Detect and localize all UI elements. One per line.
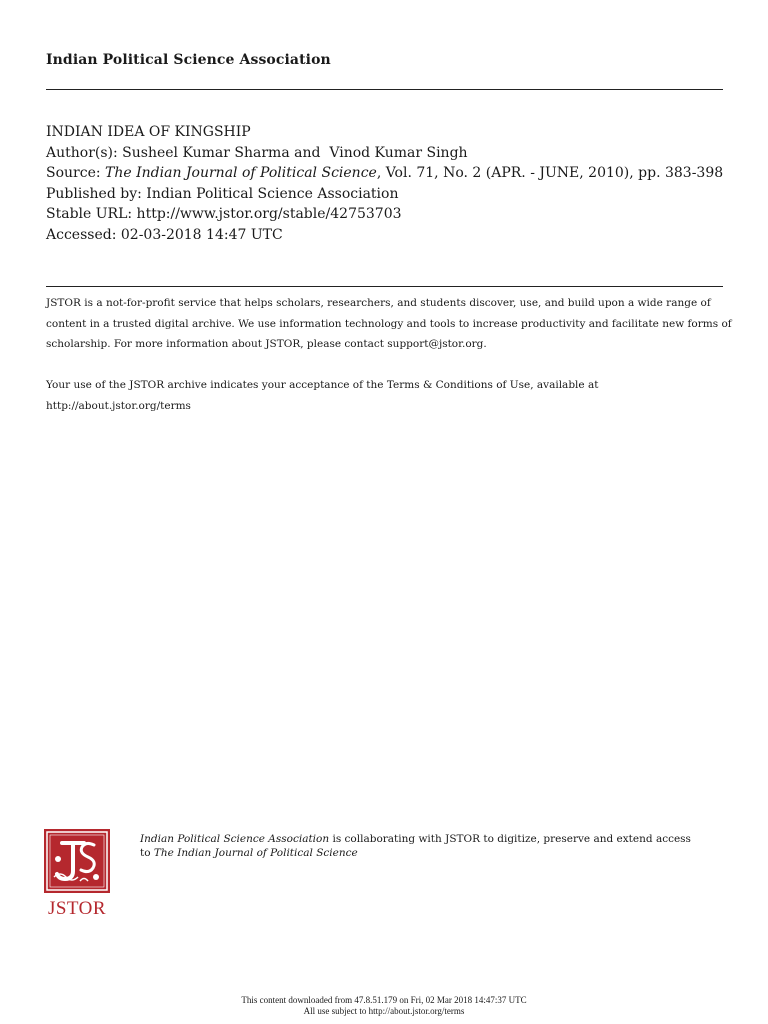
accessed-line	[46, 225, 726, 246]
header-divider	[46, 89, 723, 90]
authors-value: Susheel Kumar Sharma and Vinod Kumar Singh	[122, 144, 468, 161]
terms-text: Your use of the JSTOR archive indicates your acceptance of the Terms & Conditions of Use, available at	[46, 379, 599, 391]
download-footer	[0, 995, 768, 1016]
authors-line	[46, 143, 726, 164]
footer-download-line: This content downloaded from 47.8.51.179 on Fri, 02 Mar 2018 14:47:37 UTC	[241, 995, 527, 1005]
source-label: Source:	[46, 165, 101, 181]
published-by-value: Indian Political Science Association	[146, 185, 399, 202]
published-by-line	[46, 184, 726, 205]
notice-paragraph-1: JSTOR is a not-for-profit service that helps scholars, researchers, and students discover, use, and build upon a wide range of content in a trusted digital archive. We use information technology and tools to increase productivity and facilitate new forms of scholarship. For more information about JSTOR, please contact support@jstor.org.	[46, 297, 732, 350]
article-title: INDIAN IDEA OF KINGSHIP	[46, 124, 251, 140]
accessed-label: Accessed:	[46, 226, 117, 243]
collab-text: is collaborating with JSTOR to digitize, preserve and extend access to	[140, 833, 691, 859]
metadata-divider	[46, 286, 723, 287]
collab-journal: The Indian Journal of Political Science	[153, 846, 358, 859]
source-line	[46, 163, 726, 184]
collab-org: Indian Political Science Association	[140, 833, 330, 845]
authors-label: Author(s):	[46, 144, 118, 161]
stable-url-label: Stable URL:	[46, 206, 133, 222]
source-details: , Vol. 71, No. 2 (APR. - JUNE, 2010), pp. 383-398	[376, 165, 724, 181]
published-by-label: Published by:	[46, 185, 142, 202]
jstor-notice	[46, 293, 736, 416]
jstor-logo-text: JSTOR	[47, 898, 107, 919]
accessed-value: 02-03-2018 14:47 UTC	[120, 226, 283, 243]
stable-url-link[interactable]: http://www.jstor.org/stable/42753703	[136, 206, 402, 222]
footer-terms-line: All use subject to http://about.jstor.org/terms	[303, 1005, 465, 1016]
source-journal: The Indian Journal of Political Science	[105, 165, 377, 181]
notice-paragraph-2	[46, 375, 736, 416]
collaboration-statement	[140, 833, 700, 860]
publisher-header: Indian Political Science Association	[46, 52, 331, 68]
stable-url-line	[46, 204, 726, 225]
terms-link[interactable]: http://about.jstor.org/terms	[46, 399, 191, 412]
article-metadata	[46, 122, 726, 245]
